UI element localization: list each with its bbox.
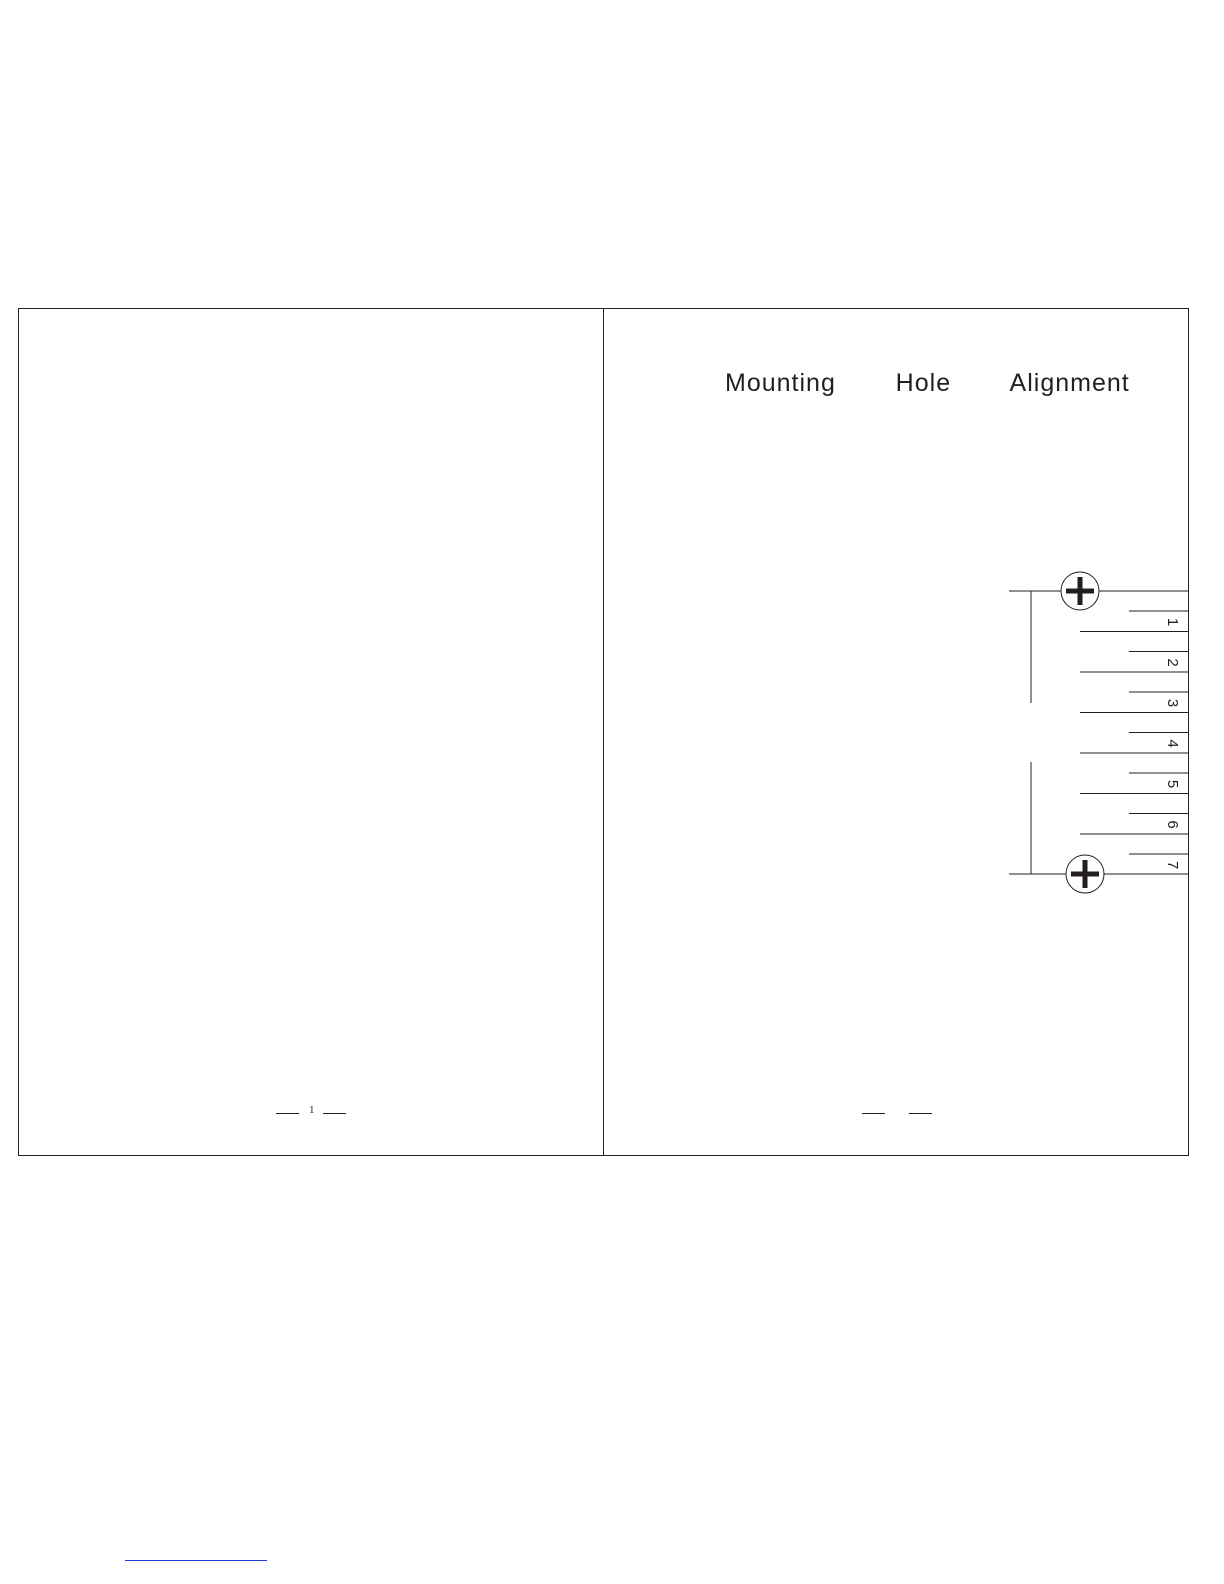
slot-number-label: 4 — [1164, 739, 1182, 748]
slot-number-label: 1 — [1164, 617, 1182, 627]
page-title: Mounting Hole Alignment — [725, 369, 1130, 397]
slot-number-label: 6 — [1164, 820, 1182, 829]
slot-number-label: 2 — [1164, 658, 1182, 667]
slot-number-label: 7 — [1164, 860, 1182, 870]
slot-number-label: 5 — [1164, 779, 1182, 789]
footer-link-underline — [125, 1560, 267, 1561]
screw-hole-icon — [1061, 572, 1099, 610]
screw-hole-icon — [1066, 855, 1104, 893]
slot-number-label: 3 — [1164, 698, 1182, 708]
page-number-left: 1 — [309, 1104, 315, 1116]
